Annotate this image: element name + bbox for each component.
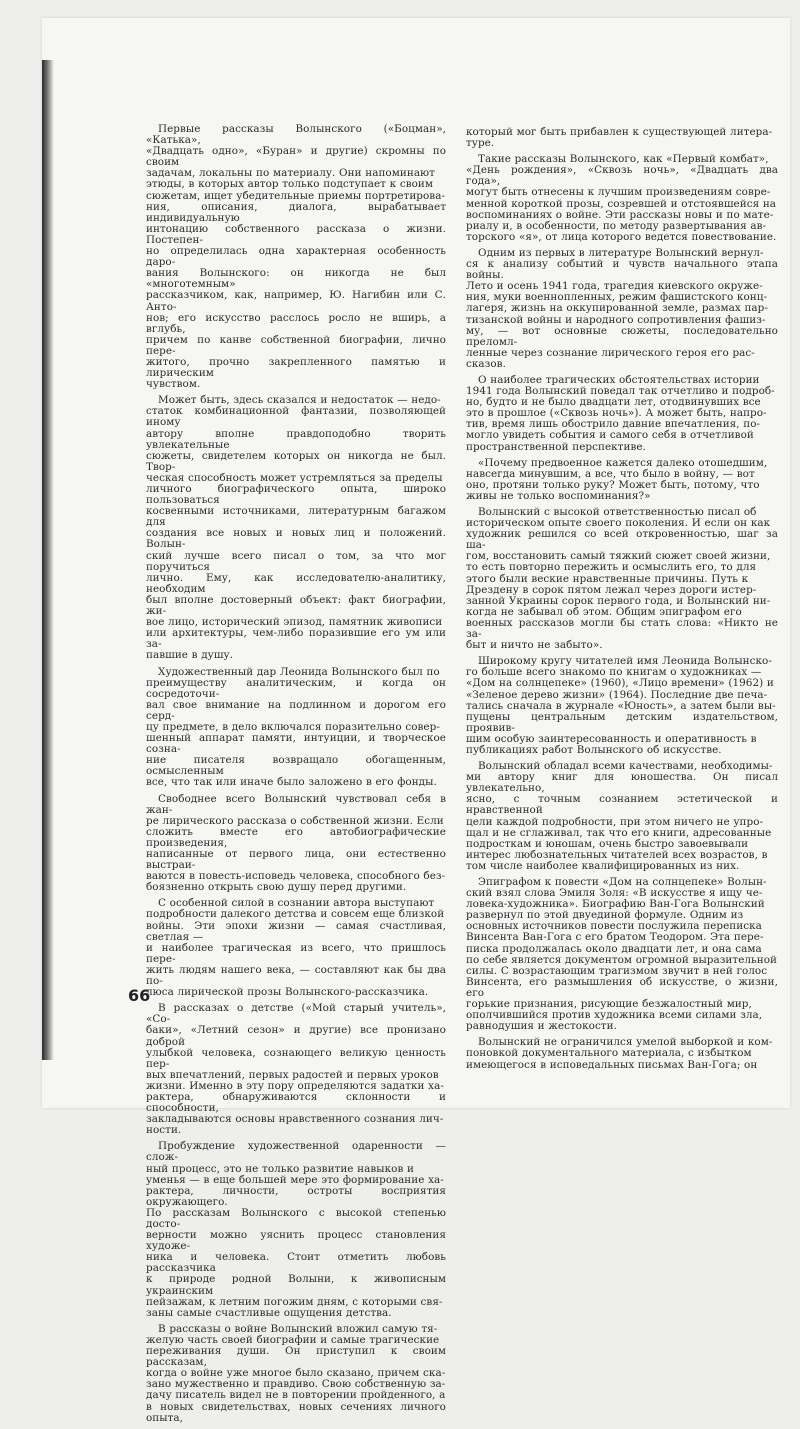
paragraph: Свободнее всего Волынский чувствовал себя в жан- ре лирического рассказа о собственной жизни. Если сложить вместе его автобиографические произведения, написанные от первого лица, они естественно выстраи- ваются в повесть-исповедь человека, способного без- боязненно открыть свою душу перед другими. — [146, 792, 446, 894]
paragraph: Художественный дар Леонида Волынского был по преимуществу аналитическим, и когда он сосредоточи- вал свое внимание на подлинном и дорогом его серд- цу предмете, в дело включался поразительно совер- шенный аппарат памяти, интуиции, и творческое созна- ние писателя возвращало обогащенным, осмысленным все, что так или иначе было заложено в его фонды. — [146, 665, 446, 789]
page-number: 66 — [128, 986, 151, 1005]
paragraph: О наиболее трагических обстоятельствах истории 1941 года Волынский поведал так отчетливо и подроб- но, будто и не было двадцати лет, отодвинувших все это в прошлое («Сквозь ночь»). А может быть, напро- тив, время лишь обострило давние впечатления, по- могло увидеть события и самого себя в отчетливой пространственной перспективе. — [466, 373, 775, 453]
paragraph: Волынский с высокой ответственностью писал об историческом опыте своего поколения. И если он как художник решился со всей откровенностью, шаг за ша- гом, восстановить самый тяжкий сюжет своей жизни, то есть повторно пережить и осмыслить его, то для этого были веские нравственные причины. Путь к Дрездену в сорок пятом лежал через дороги истер- занной Украины сорок первого года, и Волынский ни- когда не забывал об этом. Общим эпиграфом его военных рассказов могли бы стать слова: «Никто не за- быт и ничто не забыто». — [466, 506, 778, 652]
right-column — [466, 127, 778, 1076]
paragraph: Такие рассказы Волынского, как «Первый комбат», «День рождения», «Сквозь ночь», «Двадцать два года», могут быть отнесены к лучшим произведениям совре- менной короткой прозы, созревшей и отстоявшейся на воспоминаниях о войне. Эти рассказы новы и по мате- риалу и, в особенности, по методу развертывания ав- торского «я», от лица которого ведется повествование. — [466, 153, 778, 243]
left-column — [146, 124, 446, 1429]
page-binding-shadow — [42, 60, 54, 1060]
paragraph: Одним из первых в литературе Волынский вернул- ся к анализу событий и чувств начального этапа войны. Лето и осень 1941 года, трагедия киевского окруже- ния, муки военнопленных, режим фашистского конц- лагеря, жизнь на оккупированной земле, размах пар- тизанской войны и народного сопротивления фашиз- му, — вот основные сюжеты, последовательно преломл- ленные через сознание лирического героя его рас- сказов. — [466, 246, 778, 370]
paragraph: Волынский обладал всеми качествами, необходимы- ми автору книг для юношества. Он писал увлекательно, ясно, с точным сознанием эстетической и нравственной цели каждой подробности, при этом ничего не упро- щал и не сглаживал, так что его книги, адресованные подросткам и юношам, очень быстро завоевывали интерес любознательных читателей всех возрастов, в том числе наиболее квалифицированных из них. — [466, 760, 778, 872]
paragraph: который мог быть прибавлен к существующей литера- туре. — [466, 126, 773, 150]
paragraph: В рассказы о войне Волынский вложил самую тя- желую часть своей биографии и самые трагические переживания души. Он приступил к своим рассказам, когда о войне уже многое было сказано, причем ска- зано мужественно и правдиво. Свою собственную за- дачу писатель видел не в повторении пройденного, а в новых свидетельствах, новых сечениях личного опыта, — [146, 1322, 446, 1424]
paragraph: В рассказах о детстве («Мой старый учитель», «Со- баки», «Летний сезон» и другие) все пронизано доброй улыбкой человека, сознающего великую ценность пер- вых впечатлений, первых радостей и первых уроков жизни. Именно в эту пору определяются задатки ха- рактера, обнаруживаются склонности и способности, закладываются основы нравственного сознания лич- ности. — [146, 1002, 446, 1137]
paragraph: Может быть, здесь сказался и недостаток — недо- статок комбинационной фантазии, позволяющей иному автору вполне правдоподобно творить увлекательные сюжеты, свидетелем которых он никогда не был. Твор- ческая способность может устремляться за пределы личного биографического опыта, широко пользоваться косвенными источниками, литературным багажом для создания все новых и новых лиц и положений. Волын- ский лучше всего писал о том, за что мог поручиться лично. Ему, как исследователю-аналитику, необходим был вполне достоверный объект: факт биографии, жи- вое лицо, исторический эпизод, памятник живописи или архитектуры, чем-либо поразившие его ум или за- павшие в душу. — [146, 394, 446, 662]
quote-paragraph: «Почему предвоенное кажется далеко отошедшим, навсегда минувшим, а все, что было в войну, — вот оно, протяни только руку? Может быть, потому, что живы не только воспоминания?» — [466, 456, 768, 502]
paragraph: Пробуждение художественной одаренности — слож- ный процесс, это не только развитие навыков и уменья — в еще большей мере это формирование ха- рактера, личности, остроты восприятия окружающего. По рассказам Волынского с высокой степенью досто- верности можно уяснить процесс становления художе- ника и человека. Стоит отметить любовь рассказчика к природе родной Волыни, к живописным украинским пейзажам, к летним погожим дням, с которыми свя- заны самые счастливые ощущения детства. — [146, 1140, 446, 1319]
paragraph: Эпиграфом к повести «Дом на солнцепеке» Волын- ский взял слова Эмиля Золя: «В искусстве я ищу че- ловека-художника». Биографию Ван-Гога Волынский развернул по этой двуединой формуле. Одним из основных источников повести послужила переписка Винсента Ван-Гога с его братом Теодором. Эта пере- писка продолжалась около двадцати лет, и она сама по себе является документом огромной выразительной силы. С возрастающим трагизмом звучит в ней голос Винсента, его размышления об искусстве, о жизни, его горькие признания, рисующие безжалостный мир, ополчившийся против художника всеми силами зла, равнодушия и жестокости. — [466, 876, 778, 1033]
paragraph: Волынский не ограничился умелой выборкой и ком- поновкой документального материала, с избытком имеющегося в исповедальных письмах Ван-Гога; он — [466, 1036, 773, 1071]
paragraph: Первые рассказы Волынского («Боцман», «Катька», «Двадцать одно», «Буран» и другие) скромны по своим задачам, локальны по материалу. Они напоминают этюды, в которых автор только подступает к своим сюжетам, ищет убедительные приемы портретирова- ния, описания, диалога, вырабатывает индивидуальную интонацию собственного рассказа о жизни. Постепен- но определилась одна характерная особенность даро- вания Волынского: он никогда не был «многотемным» рассказчиком, как, например, Ю. Нагибин или С. Анто- нов; его искусство расслось росло не вширь, а вглубь, причем по канве собственной биографии, лично пере- житого, прочно закрепленного памятью и лирическим чувством. — [146, 123, 446, 391]
paragraph: С особенной силой в сознании автора выступают подробности далекого детства и совсем еще близкой войны. Эти эпохи жизни — самая счастливая, светлая — и наиболее трагическая из всего, что пришлось пере- жить людям нашего века, — составляют как бы два по- люса лирической прозы Волынского-рассказчика. — [146, 897, 446, 999]
paragraph: Широкому кругу читателей имя Леонида Волынско- го больше всего знакомо по книгам о художниках — «Дом на солнцепеке» (1960), «Лицо времени» (1962) и «Зеленое дерево жизни» (1964). Последние две печа- тались сначала в журнале «Юность», а затем были вы- пущены центральным детским издательством, проявив- шим особую заинтересованность и оперативность в публикациях работ Волынского об искусстве. — [466, 655, 778, 756]
